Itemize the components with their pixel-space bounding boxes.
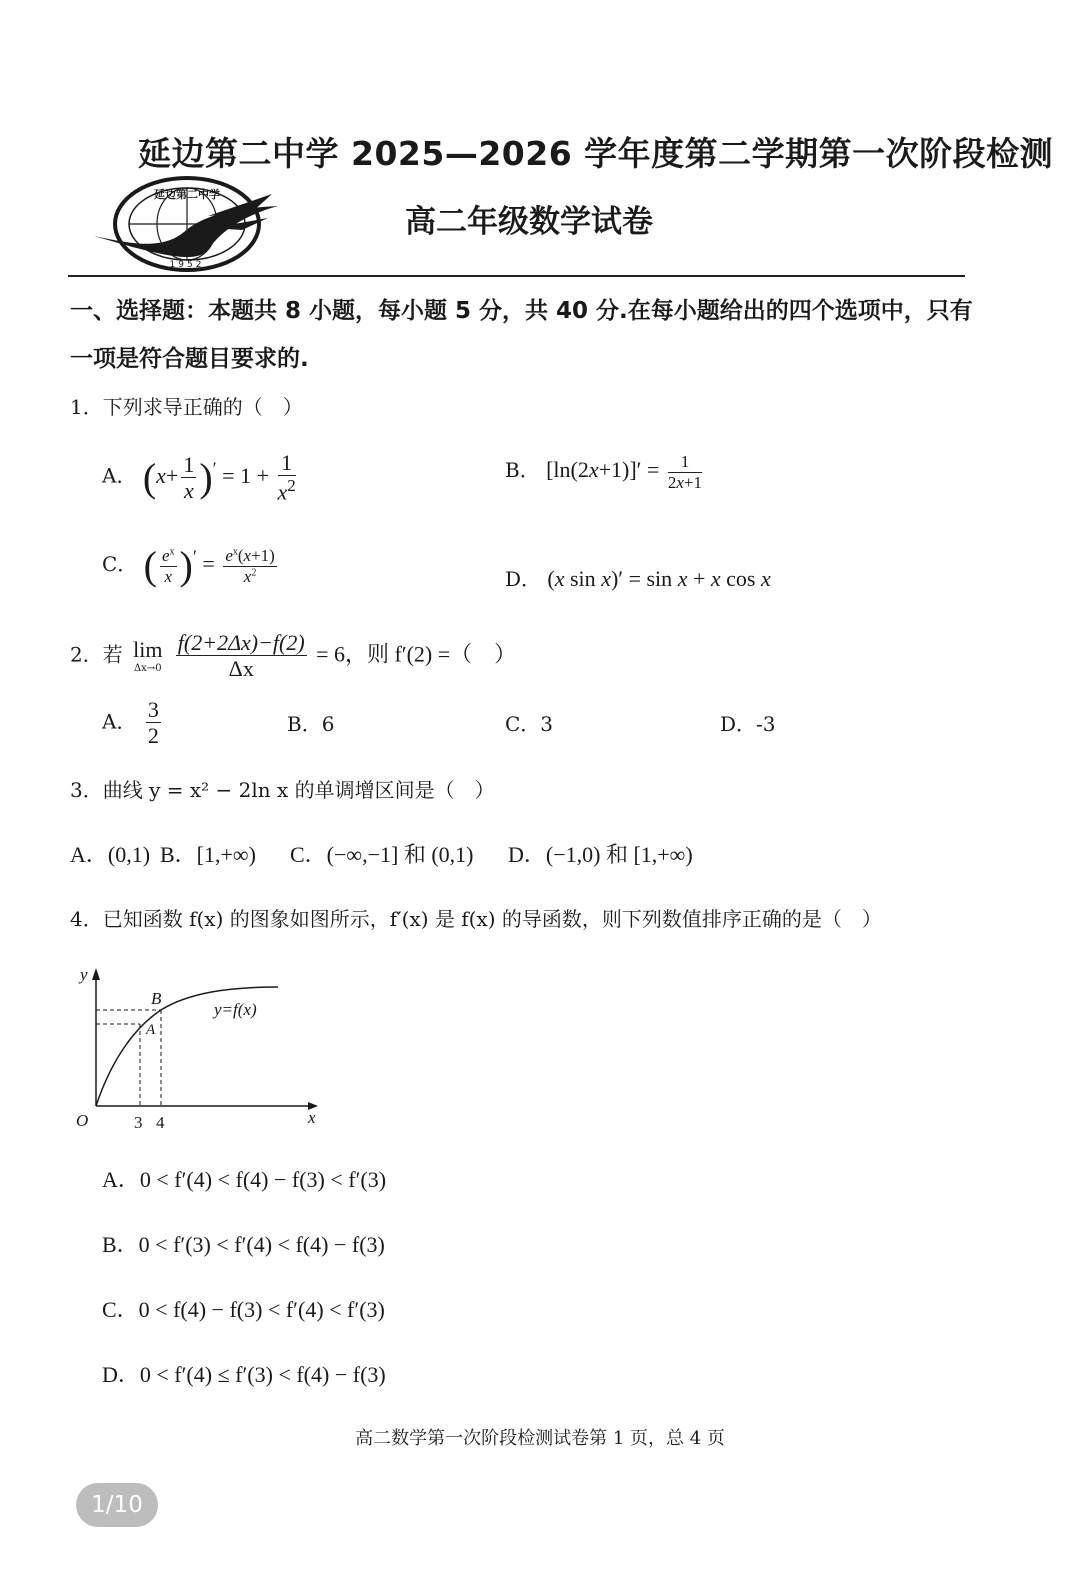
- graph-tick-3: 3: [134, 1113, 143, 1132]
- q4-function-graph: [68, 960, 328, 1135]
- page-footer: 高二数学第一次阶段检测试卷第 1 页，总 4 页: [355, 1428, 725, 1449]
- graph-point-a: A: [146, 1022, 156, 1038]
- q4-stem: 4．已知函数 f(x) 的图象如图所示，f′(x) 是 f(x) 的导函数，则下列数值排序正确的是（ ）: [70, 907, 882, 931]
- q2-option-c: C．3: [505, 712, 554, 736]
- q4-option-a: A．0 < f′(4) < f(4) − f(3) < f′(3): [102, 1167, 387, 1192]
- graph-point-b: B: [151, 989, 162, 1008]
- q2-stem: [70, 630, 516, 682]
- q3-option-b: B．[1,+∞): [160, 842, 256, 867]
- q2-denominator: Δx: [228, 656, 254, 682]
- school-emblem-icon: [92, 172, 282, 276]
- graph-tick-4: 4: [156, 1113, 165, 1132]
- q1-option-d: D． (x sin x)′ = sin x + x cos x: [505, 566, 771, 591]
- q2-option-a-den: 2: [147, 723, 159, 749]
- emblem-top-text: 延边第二中学: [154, 188, 220, 201]
- q1-option-a-label: A．: [102, 463, 137, 488]
- q2-option-d: D．-3: [720, 712, 776, 736]
- q4-option-b: B．0 < f′(3) < f′(4) < f(4) − f(3): [102, 1232, 385, 1257]
- graph-y-label: y: [80, 965, 88, 984]
- q2-option-a-label: A．: [102, 709, 137, 734]
- q1-option-a: A． (x+ $\frac{1}{x}$ )′ = 1 + $\frac{1}{x^2}$: [102, 450, 296, 505]
- page-indicator[interactable]: 1/10: [76, 1483, 158, 1527]
- q1-option-d-label: D．: [505, 567, 542, 591]
- q2-option-a: [102, 697, 164, 749]
- section-heading-line1: 一、选择题：本题共 8 小题，每小题 5 分，共 40 分.在每小题给出的四个选项中，只有: [70, 298, 973, 324]
- exam-title: 延边第二中学 2025—2026 学年度第二学期第一次阶段检测: [138, 134, 1054, 173]
- graph-curve-label: y=f(x): [214, 1000, 257, 1019]
- q1-stem: 1．下列求导正确的（ ）: [70, 395, 303, 419]
- section-heading-line2: 一项是符合题目要求的.: [70, 346, 309, 372]
- q2-tail: = 6，则 f′(2) =（ ）: [316, 641, 517, 667]
- q2-numerator: f(2+2Δx)−f(2): [177, 630, 305, 655]
- q1-option-b: B． [ln(2x+1)]′ = $\frac{1}{2x+1}$: [505, 452, 703, 492]
- exam-subtitle: 高二年级数学试卷: [405, 204, 653, 240]
- q4-option-c: C．0 < f(4) − f(3) < f′(4) < f′(3): [102, 1297, 385, 1322]
- graph-origin-label: O: [76, 1111, 89, 1130]
- q2-option-b: B．6: [287, 712, 335, 736]
- emblem-year-text: 1952: [169, 260, 205, 270]
- graph-x-label: x: [308, 1108, 316, 1127]
- q3-option-a: A．(0,1): [70, 842, 151, 867]
- q1-option-b-label: B．: [505, 458, 540, 483]
- q4-option-d: D．0 < f′(4) ≤ f′(3) < f(4) − f(3): [102, 1362, 386, 1387]
- header-divider: [68, 275, 965, 277]
- q1-option-c-label: C．: [102, 552, 138, 577]
- q3-stem: 3．曲线 y = x² − 2ln x 的单调增区间是（ ）: [70, 778, 495, 802]
- q1-option-c: C． ( $\frac{e^x}{x}$ )′ = $\frac{e^x(x+1)}{x^2}$: [102, 543, 275, 589]
- q3-option-d: D．(−1,0) 和 [1,+∞): [508, 842, 693, 867]
- q2-lim-sub: Δx→0: [133, 662, 162, 674]
- q2-lim: lim: [133, 637, 163, 663]
- q3-option-c: C．(−∞,−1] 和 (0,1): [290, 842, 474, 867]
- q2-option-a-num: 3: [147, 697, 159, 722]
- q2-number: 2．若: [70, 642, 123, 667]
- y-axis-arrow-icon: [92, 968, 100, 980]
